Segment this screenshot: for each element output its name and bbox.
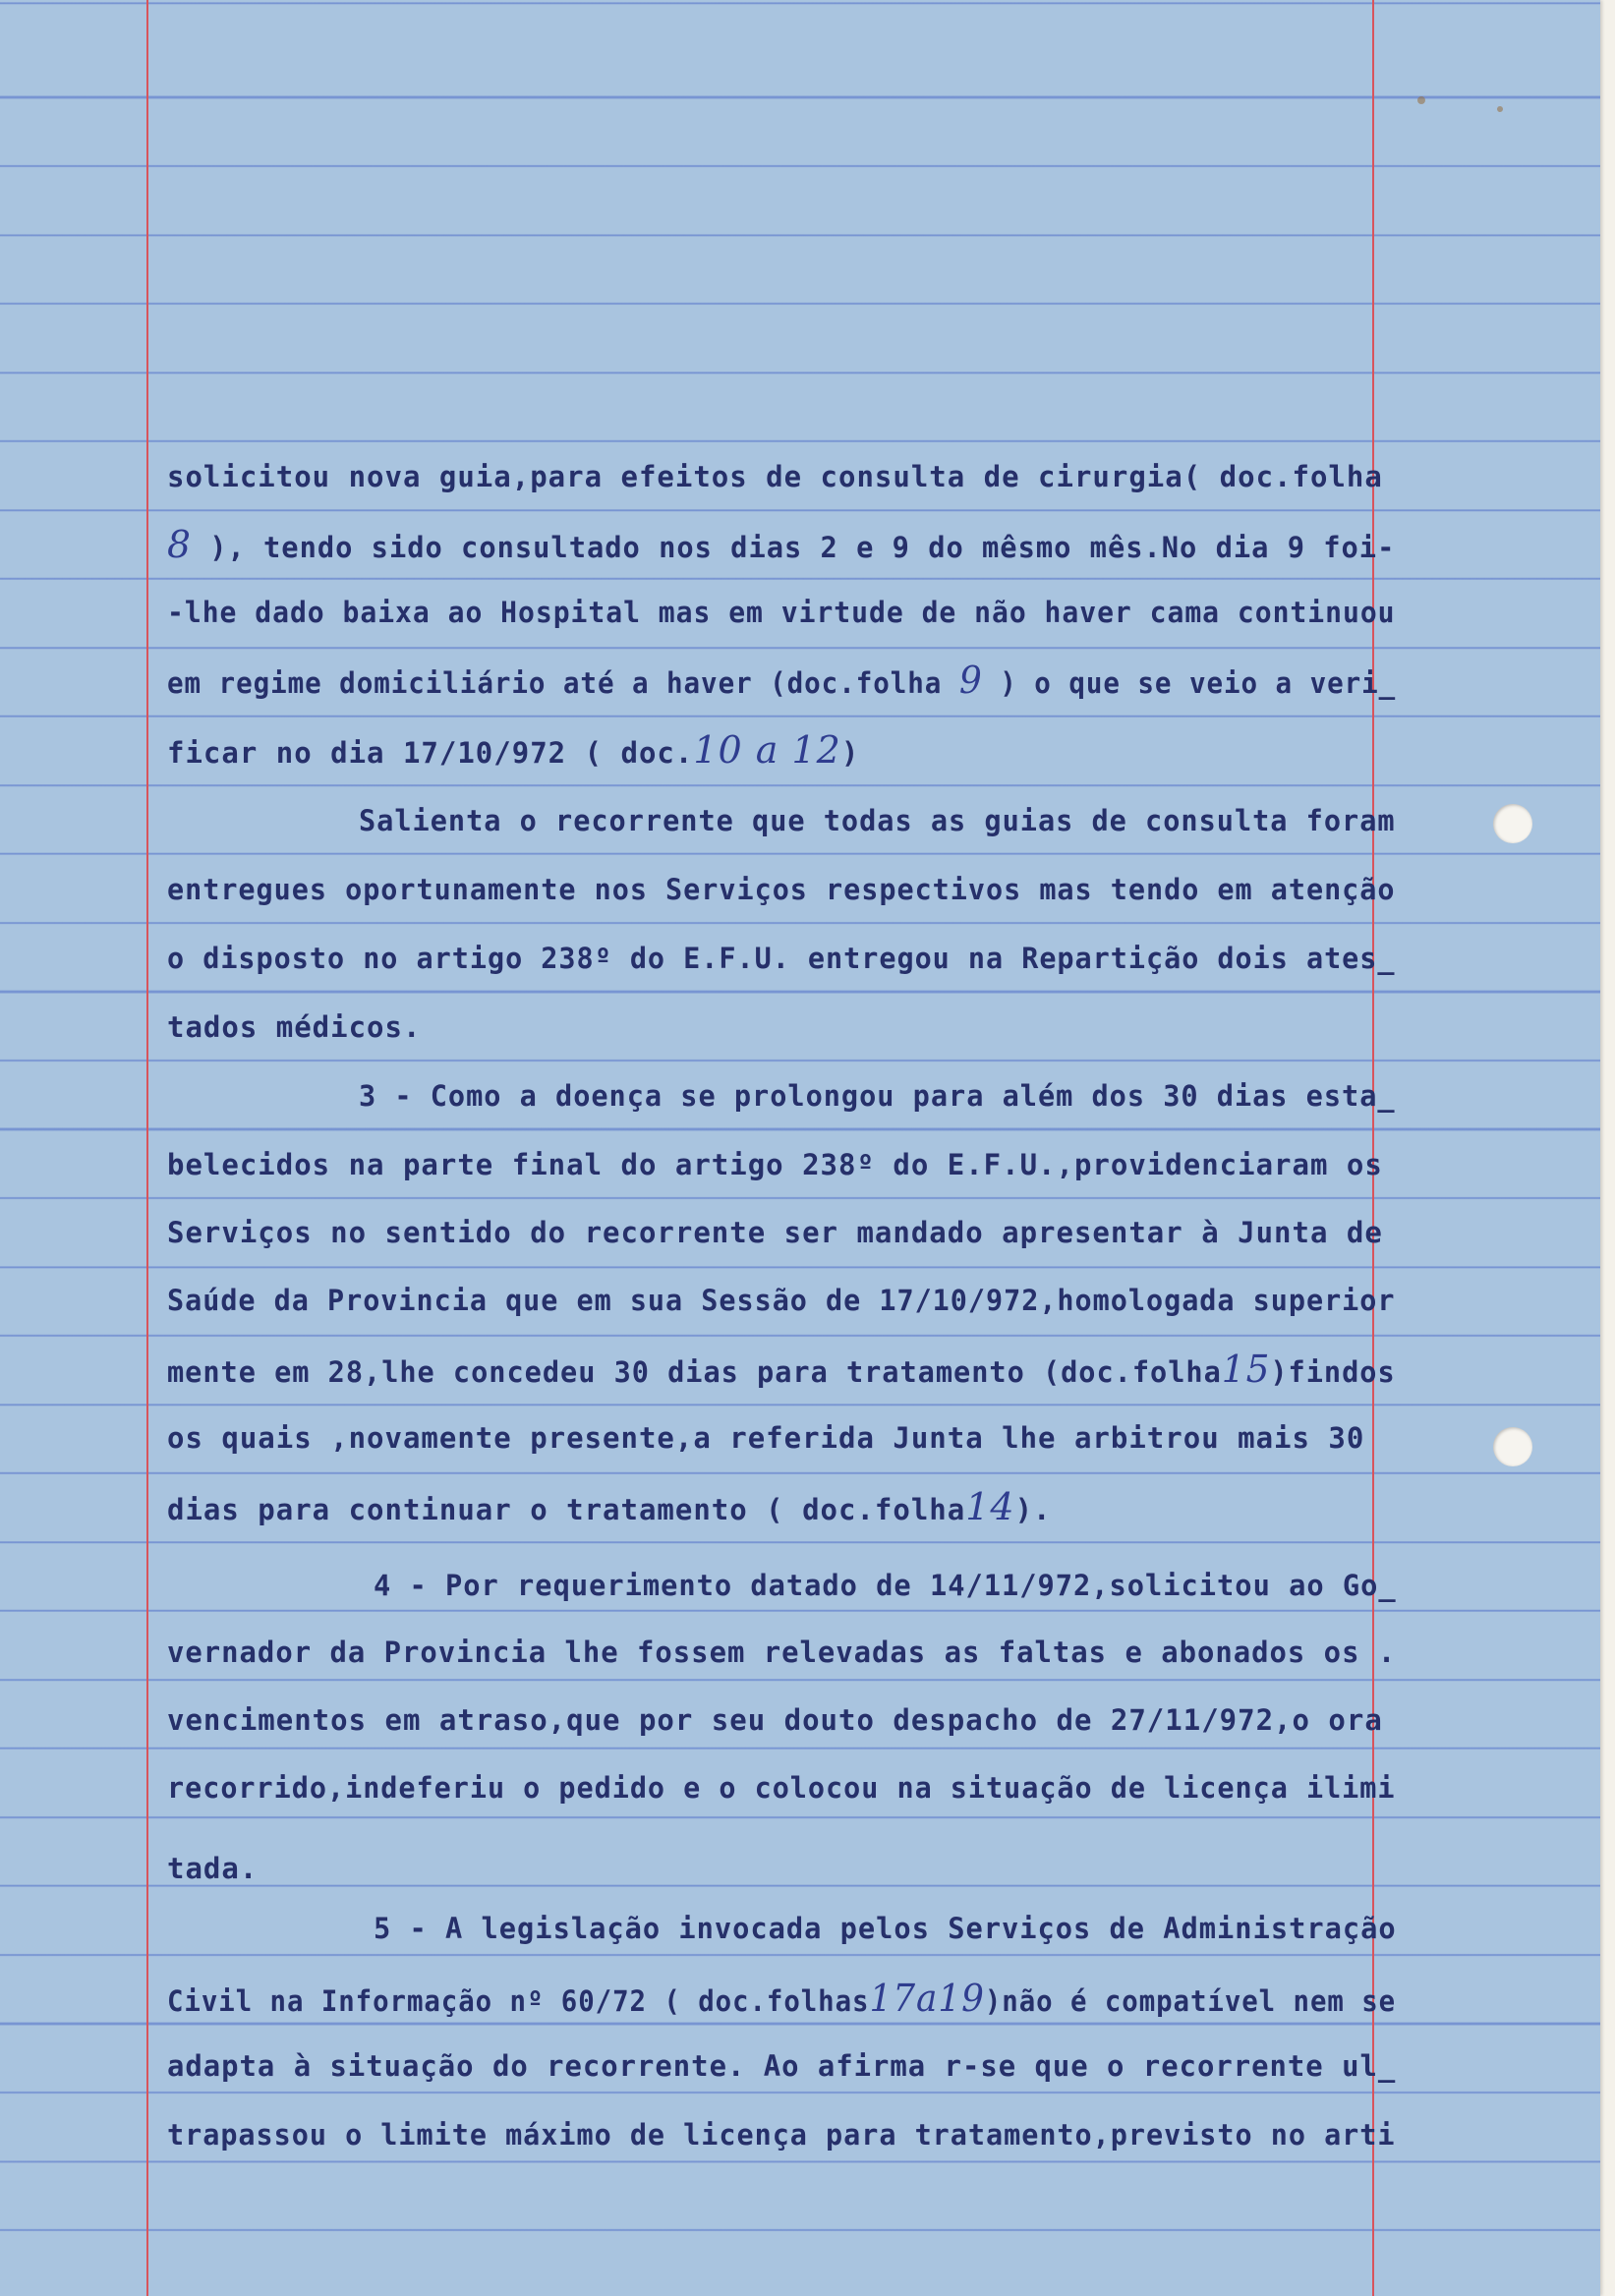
stain-mark [1417,96,1425,104]
handwritten-annotation: 14 [965,1485,1015,1528]
left-margin-line [146,0,148,2296]
text-line: Civil na Informação nº 60/72 ( doc.folhas17a19)não é compatível nem se [167,1977,1397,2020]
text-line: trapassou o limite máximo de licença para tratamento,previsto no arti [167,2118,1396,2152]
text-line: os quais ,novamente presente,a referida Junta lhe arbitrou mais 30 [167,1421,1365,1455]
text-line: recorrido,indeferiu o pedido e o colocou na situação de licença ilimi [167,1771,1396,1805]
text-line: ficar no dia 17/10/972 ( doc.10 a 12) [167,728,860,772]
text-line: dias para continuar o tratamento ( doc.folha14). [167,1485,1052,1528]
handwritten-annotation: 10 a 12 [693,728,841,772]
text-line: 8 ), tendo sido consultado nos dias 2 e 9 do mêsmo mês.No dia 9 foi- [167,523,1396,566]
text-line: Salienta o recorrente que todas as guias de consulta foram [359,804,1396,837]
text-line: tados médicos. [167,1010,422,1044]
text-line: 4 - Por requerimento datado de 14/11/972,solicitou ao Go_ [374,1569,1397,1602]
text-line: tada. [167,1852,259,1885]
text-line: adapta à situação do recorrente. Ao afirma r-se que o recorrente ul_ [167,2049,1397,2083]
text-line: -lhe dado baixa ao Hospital mas em virtude de não haver cama continuou [167,596,1396,629]
handwritten-annotation: 17a19 [869,1977,985,2020]
text-line: 5 - A legislação invocada pelos Serviços de Administração [374,1912,1397,1945]
text-line: Saúde da Provincia que em sua Sessão de 17/10/972,homologada superior [167,1284,1396,1317]
punch-hole-bottom [1493,1427,1532,1466]
text-line: vencimentos em atraso,que por seu douto despacho de 27/11/972,o ora [167,1703,1383,1737]
stain-mark [1497,106,1503,112]
handwritten-annotation: 9 [958,659,983,702]
text-line: belecidos na parte final do artigo 238º do E.F.U.,providenciaram os [167,1148,1383,1181]
text-line: 3 - Como a doença se prolongou para além dos 30 dias esta_ [359,1079,1396,1113]
text-line: entregues oportunamente nos Serviços respectivos mas tendo em atenção [167,873,1396,906]
text-line: em regime domiciliário até a haver (doc.folha 9 ) o que se veio a veri_ [167,659,1397,702]
text-line: Serviços no sentido do recorrente ser mandado apresentar à Junta de [167,1216,1383,1249]
handwritten-annotation: 15 [1221,1348,1271,1391]
handwritten-annotation: 8 [167,523,192,566]
text-line: mente em 28,lhe concedeu 30 dias para tratamento (doc.folha15)findos [167,1348,1396,1391]
punch-hole-top [1493,804,1532,843]
text-line: o disposto no artigo 238º do E.F.U. entregou na Repartição dois ates_ [167,942,1396,975]
text-line: solicitou nova guia,para efeitos de consulta de cirurgia( doc.folha [167,460,1383,493]
text-line: vernador da Provincia lhe fossem relevadas as faltas e abonados os . [167,1636,1397,1669]
